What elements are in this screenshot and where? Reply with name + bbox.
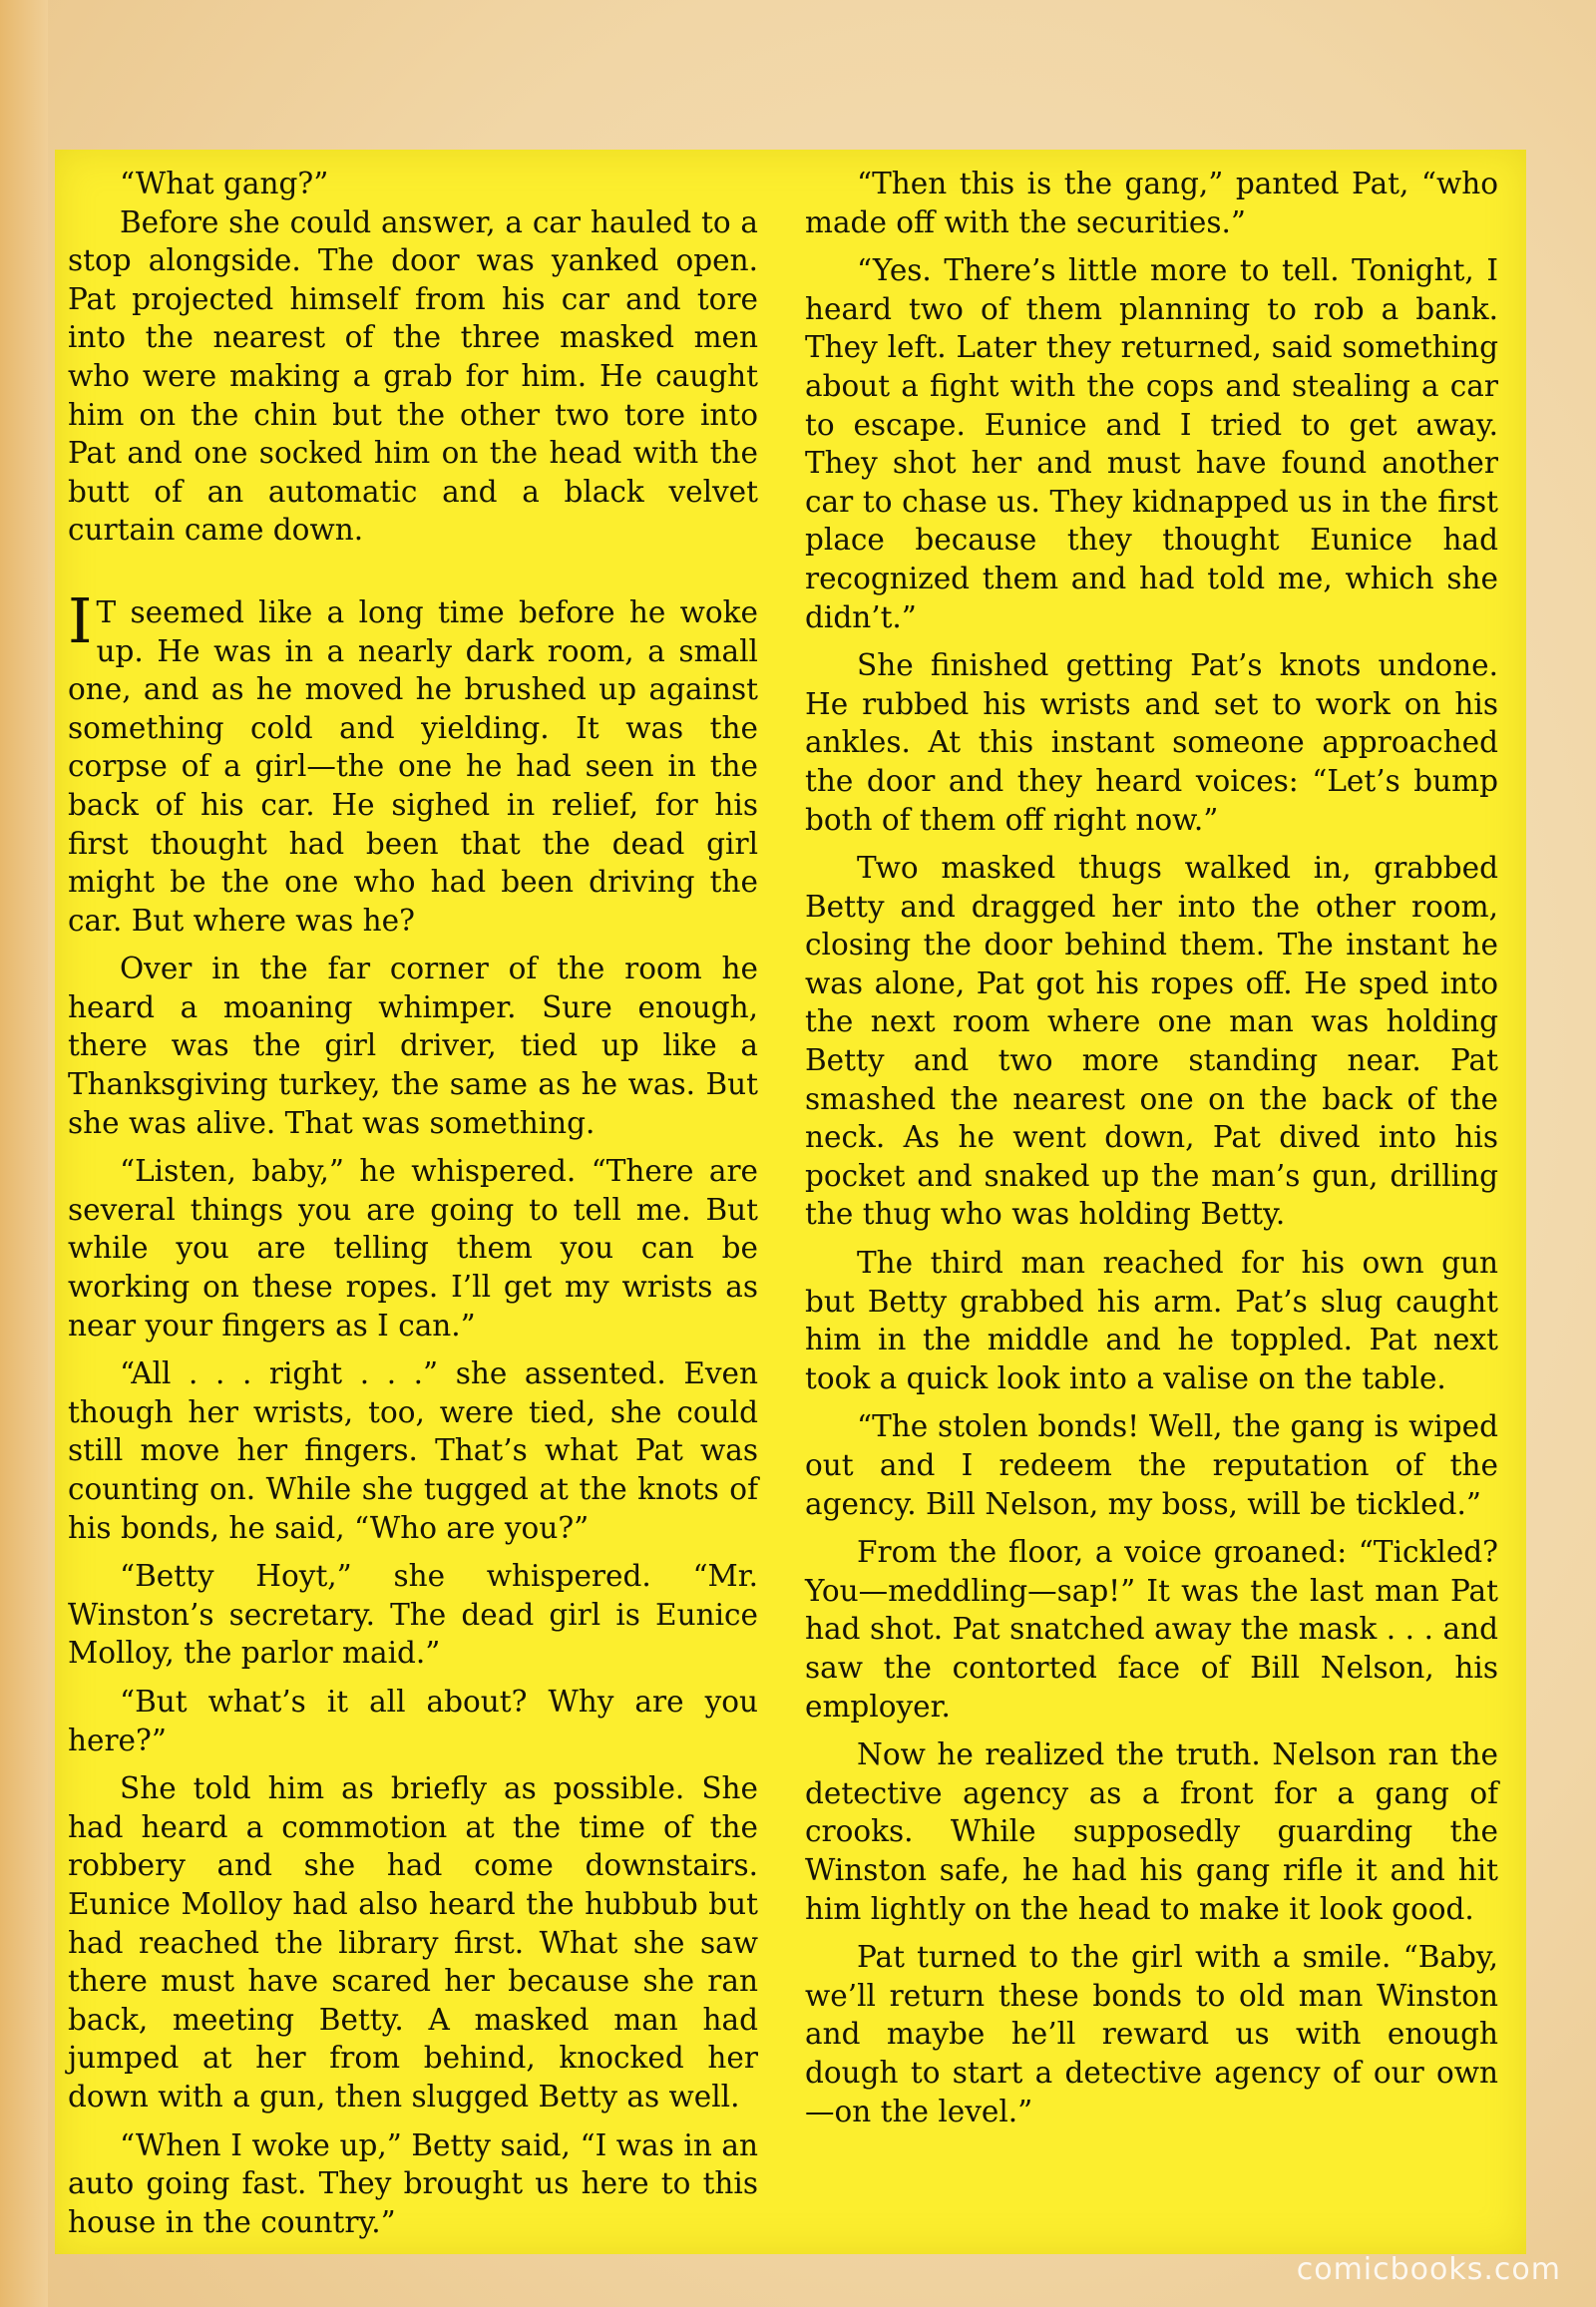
paragraph: “Betty Hoyt,” she whispered. “Mr. Winston’s secretary. The dead girl is Eunice Molloy, the parlor maid.”	[68, 1559, 758, 1671]
paragraph: She finished getting Pat’s knots undone. He rubbed his wrists and set to work on his ankles. At this instant someone approached the door and they heard voices: “Let’s bump both of them off right now.”	[805, 648, 1498, 837]
watermark: comicbooks.com	[1296, 2252, 1561, 2287]
page-edge	[0, 0, 48, 2307]
left-column	[68, 165, 758, 2241]
paragraph: “What gang?”	[120, 167, 329, 200]
paragraph: She told him as briefly as possible. She had heard a commotion at the time of the robbery and she had come downstairs. Eunice Molloy had also heard the hubbub but had reached the library first. What she saw there must have scared her because she ran back, meeting Betty. A masked man had jumped at her from behind, knocked her down with a gun, then slugged Betty as well.	[68, 1771, 758, 2114]
paragraph: “The stolen bonds! Well, the gang is wiped out and I redeem the reputation of the agency. Bill Nelson, my boss, will be tickled.”	[805, 1409, 1498, 1521]
paragraph: Two masked thugs walked in, grabbed Betty and dragged her into the other room, closing the door behind them. The instant he was alone, Pat got his ropes off. He sped into the next room where one man was holding Betty and two more standing near. Pat smashed the nearest one on the back of the neck. As he went down, Pat dived into his pocket and snaked up the man’s gun, drilling the thug who was holding Betty.	[805, 851, 1498, 1232]
paragraph: Pat turned to the girl with a smile. “Baby, we’ll return these bonds to old man Winston and maybe he’ll reward us with enough dough to start a detective agency of our own—on the level.”	[805, 1940, 1498, 2128]
paragraph: Now he realized the truth. Nelson ran the detective agency as a front for a gang of crooks. While supposedly guarding the Winston safe, he had his gang rifle it and hit him lightly on the head to make it look good.	[805, 1737, 1498, 1926]
drop-cap: I	[68, 583, 93, 657]
paragraph: “Yes. There’s little more to tell. Tonight, I heard two of them planning to rob a bank. They left. Later they returned, said something about a fight with the cops and stealing a car to escape. Eunice and I tried to get away. They shot her and must have found another car to chase us. They kidnapped us in the first place because they thought Eunice had recognized them and had told me, which she didn’t.”	[805, 253, 1498, 634]
paragraph: Before she could answer, a car hauled to a stop alongside. The door was yanked open. Pat projected himself from his car and tore into the nearest of the three masked men who were making a grab for him. He caught him on the chin but the other two tore into Pat and one socked him on the head with the butt of an automatic and a black velvet curtain came down.	[68, 204, 758, 548]
paragraph: “When I woke up,” Betty said, “I was in an auto going fast. They brought us here to this house in the country.”	[68, 2127, 758, 2239]
paragraph: From the floor, a voice groaned: “Tickled? You—meddling—sap!” It was the last man Pat had shot. Pat snatched away the mask . . . and saw the contorted face of Bill Nelson, his employer.	[805, 1535, 1498, 1724]
paragraph-dropcap	[68, 583, 758, 940]
paragraph: “Then this is the gang,” panted Pat, “who made off with the securities.”	[805, 167, 1498, 239]
paragraph: Over in the far corner of the room he heard a moaning whimper. Sure enough, there was the girl driver, tied up like a Thanksgiving turkey, the same as he was. But she was alive. That was something.	[68, 952, 758, 1140]
text-panel	[55, 150, 1526, 2254]
paragraph: “Listen, baby,” he whispered. “There are several things you are going to tell me. But while you are telling them you can be working on these ropes. I’ll get my wrists as near your fingers as I can.”	[68, 1154, 758, 1343]
paragraph: “All . . . right . . .” she assented. Even though her wrists, too, were tied, she could still move her fingers. That’s what Pat was counting on. While she tugged at the knots of his bonds, he said, “Who are you?”	[68, 1356, 758, 1545]
paragraph: “But what’s it all about? Why are you here?”	[68, 1684, 758, 1757]
paragraph: The third man reached for his own gun but Betty grabbed his arm. Pat’s slug caught him in the middle and he toppled. Pat next took a quick look into a valise on the table.	[805, 1246, 1498, 1395]
paragraph-text: T seemed like a long time before he woke up. He was in a nearly dark room, a small one, and as he moved he brushed up against something cold and yielding. It was the corpse of a girl—the one he had seen in the back of his car. He sighed in relief, for his first thought had been that the dead girl might be the one who had been driving the car. But where was he?	[68, 594, 758, 938]
right-column	[805, 165, 1498, 2130]
